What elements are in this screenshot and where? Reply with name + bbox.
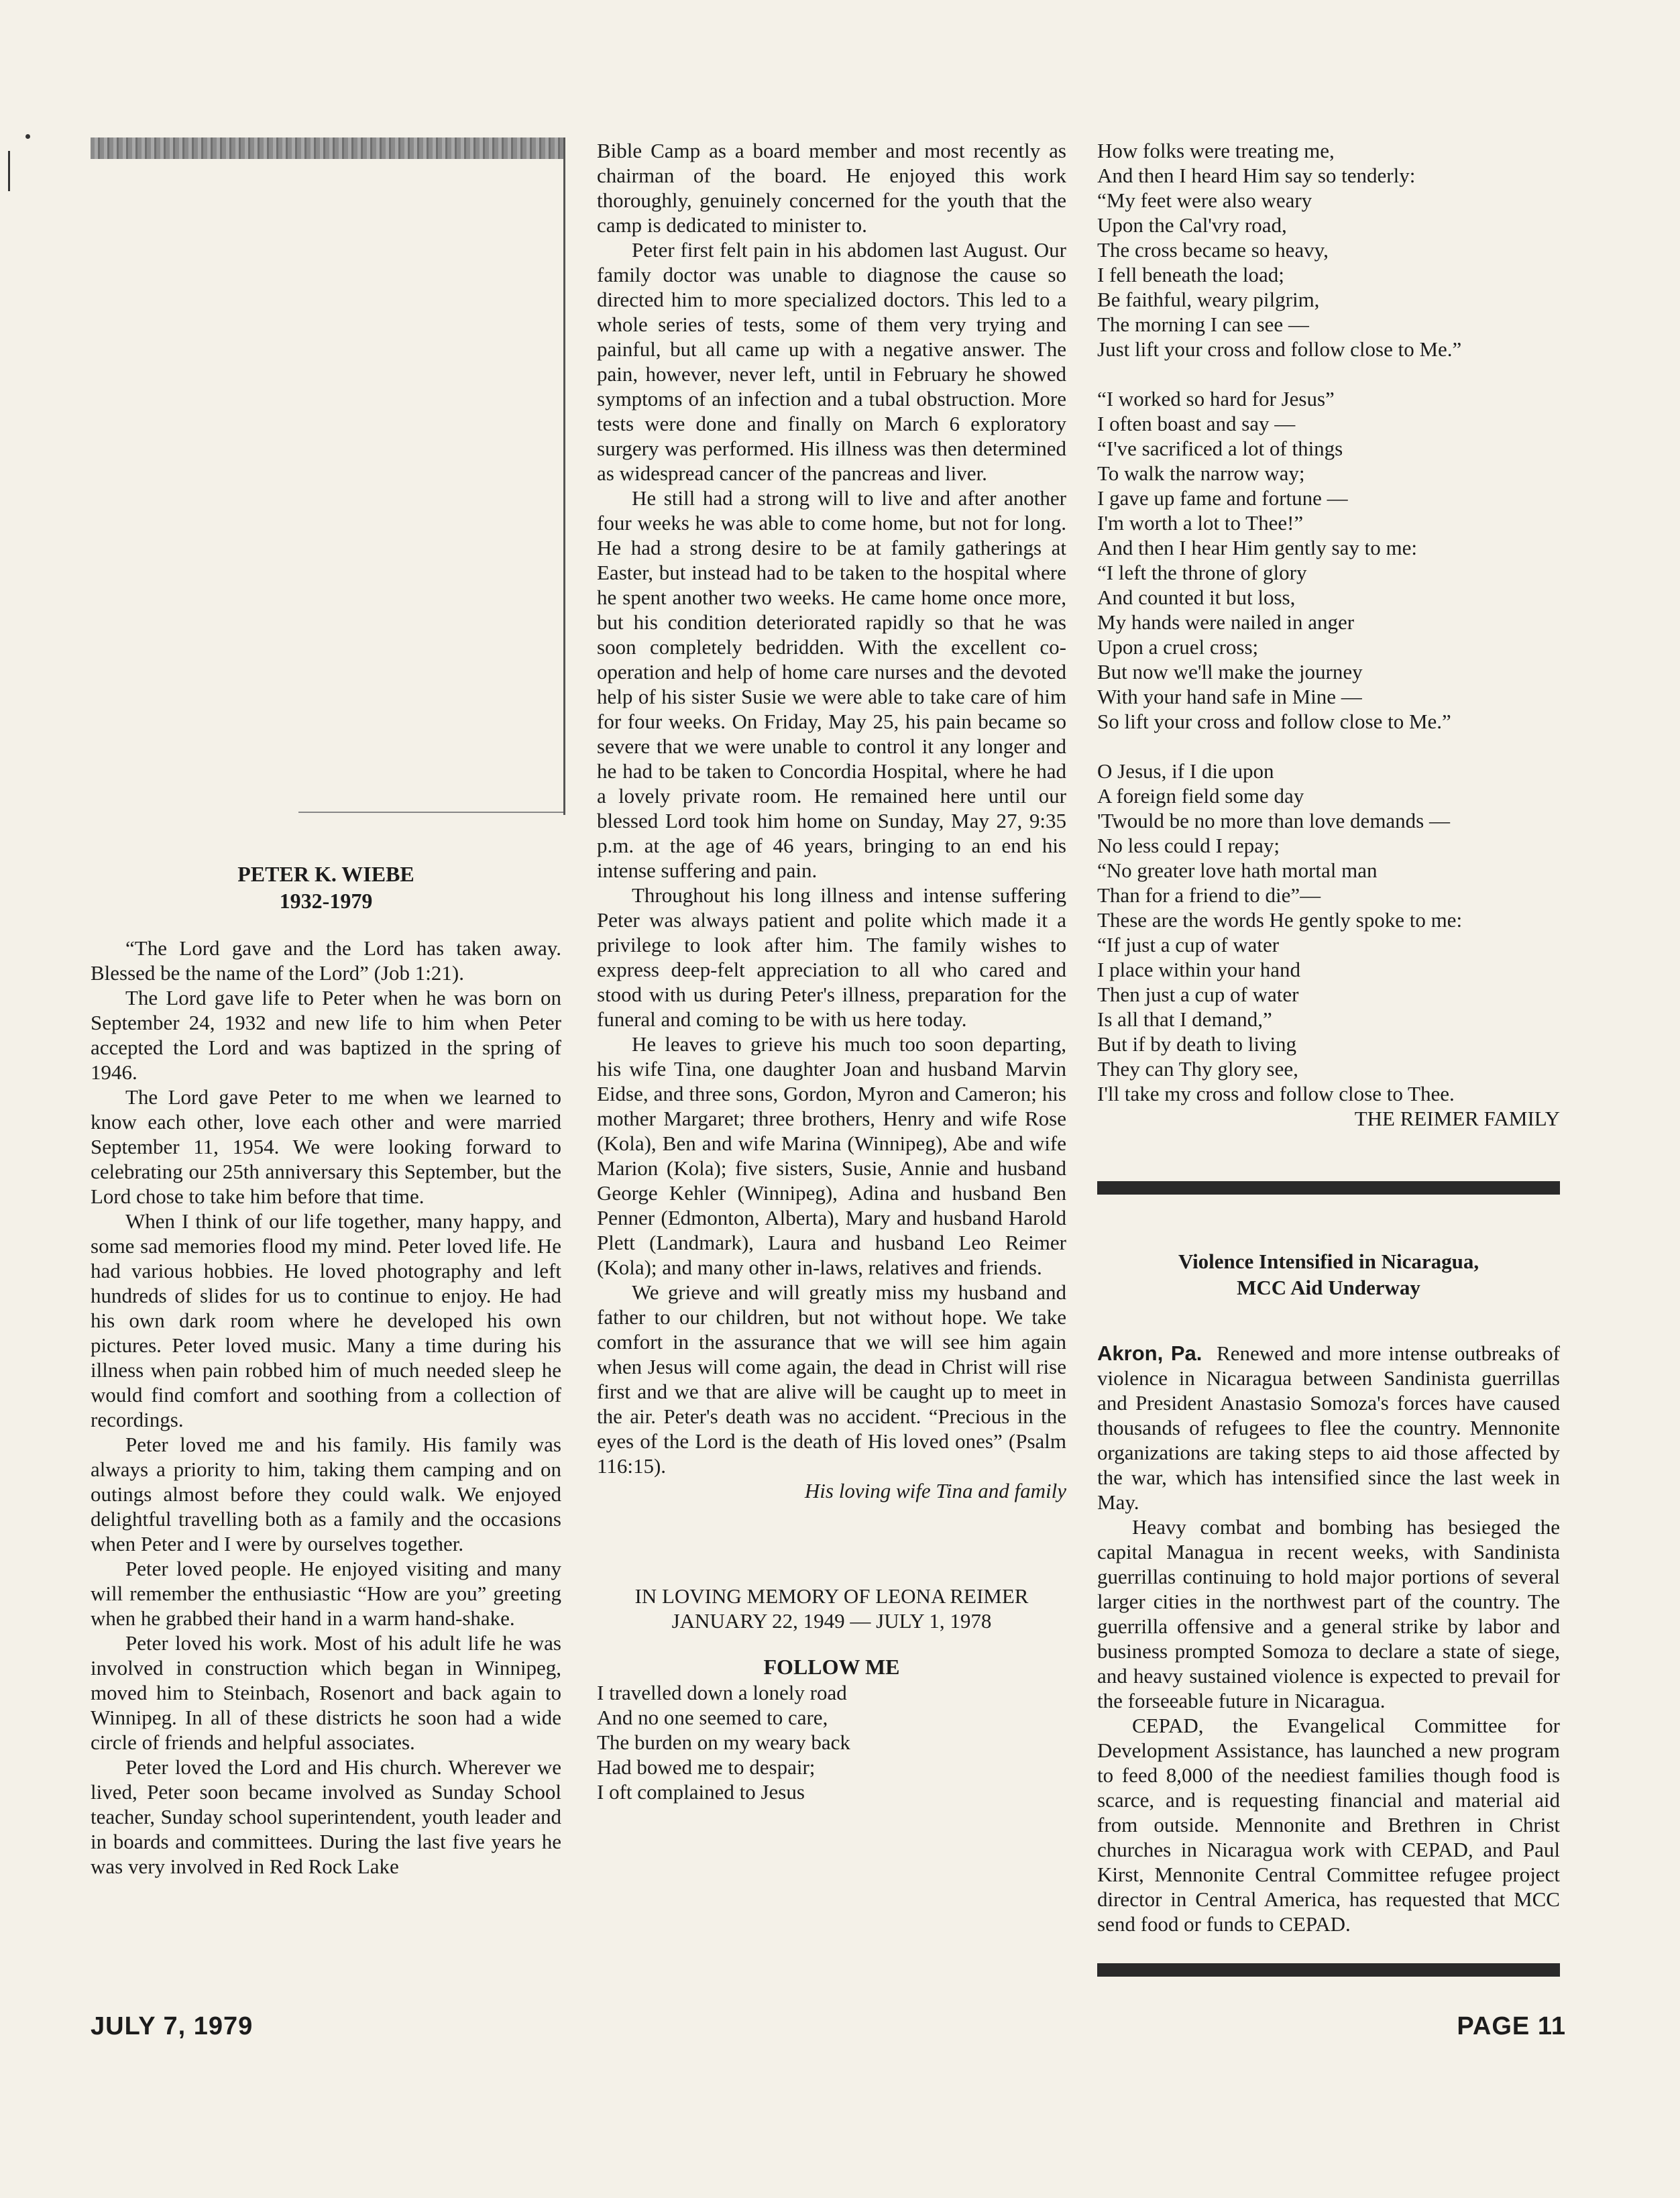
obituary-paragraph: The Lord gave Peter to me when we learned to know each other, love each other and were married September 11, 1954. We were looking forward to celebrating our 25th anniversary this September, but the Lord chose to take him before that time. <box>91 1085 561 1208</box>
poem-line: I travelled down a lonely road <box>597 1681 847 1704</box>
poem-line: “No greater love hath mortal man <box>1097 859 1378 882</box>
poem-line: So lift your cross and follow close to Me.” <box>1097 710 1451 733</box>
poem-line: But now we'll make the journey <box>1097 660 1363 683</box>
footer-date: JULY 7, 1979 <box>91 2012 254 2040</box>
column-two <box>597 138 1066 1804</box>
column-three <box>1097 138 1560 1977</box>
margin-dash <box>8 151 10 191</box>
poem-line: But if by death to living <box>1097 1032 1297 1056</box>
poem-stanza-1-start <box>597 1680 1066 1804</box>
obituary-paragraph: Peter loved his work. Most of his adult life he was involved in construction which began in Winnipeg, moved him to Steinbach, Rosenort and back again to Winnipeg. In all of these districts he soon had a wide circle of friends and helpful associates. <box>91 1631 561 1754</box>
obituary-paragraph: When I think of our life together, many happy, and some sad memories flood my mind. Peter loved life. He had various hobbies. He loved photography and left hundreds of slides for us to continue to enjoy. He had his own dark room where he developed his own pictures. Peter loved music. Many a time during his illness when pain robbed him of much needed sleep he would find comfort and soothing from a collection of recordings. <box>91 1209 561 1431</box>
poem-line: Upon a cruel cross; <box>1097 635 1259 659</box>
obituary-years: 1932-1979 <box>279 889 373 913</box>
poem-line: They can Thy glory see, <box>1097 1057 1298 1081</box>
photo-bottom-rule <box>298 812 563 813</box>
poem-line: And no one seemed to care, <box>597 1706 828 1729</box>
obituary-body <box>91 936 561 1879</box>
poem-line: These are the words He gently spoke to me: <box>1097 908 1463 932</box>
news-headline-line1: Violence Intensified in Nicaragua, <box>1178 1250 1479 1273</box>
obituary-paragraph: Peter first felt pain in his abdomen last August. Our family doctor was unable to diagnose the cause so directed him to more specialized doctors. This led to a whole series of tests, some of them very trying and painful, but all came up with a negative answer. The pain, however, never left, until in February he showed symptoms of an infection and a tubal obstruction. More tests were done and finally on March 6 exploratory surgery was performed. His illness was then determined as widespread cancer of the pancreas and liver. <box>597 238 1066 485</box>
obituary-paragraph: Peter loved people. He enjoyed visiting and many will remember the enthusiastic “How are you” greeting when he grabbed their hand in a warm hand-shake. <box>91 1557 561 1630</box>
poem-line: How folks were treating me, <box>1097 139 1335 162</box>
obituary-paragraph: We grieve and will greatly miss my husband and father to our children, but not without hope. We take comfort in the assurance that we will see him again when Jesus will come again, the dead in Christ will rise first and we that are alive will be caught up to meet in the air. Peter's death was no accident. “Precious in the eyes of the Lord is the death of His loved ones” (Psalm 116:15). <box>597 1280 1066 1478</box>
section-divider-bar <box>1097 1181 1560 1195</box>
poem-line: And then I hear Him gently say to me: <box>1097 536 1417 559</box>
poem-line: “I've sacrificed a lot of things <box>1097 437 1343 460</box>
poem-line: I'm worth a lot to Thee!” <box>1097 511 1304 535</box>
news-headline <box>1097 1248 1560 1301</box>
poem-line: My hands were nailed in anger <box>1097 610 1355 634</box>
obituary-paragraph: Peter loved the Lord and His church. Wherever we lived, Peter soon became involved as Sunday School teacher, Sunday school superintendent, youth leader and in boards and committees. During the last five years he was very involved in Red Rock Lake <box>91 1755 561 1878</box>
obituary-signature: His loving wife Tina and family <box>804 1479 1066 1502</box>
poem-line: Than for a friend to die”— <box>1097 883 1321 907</box>
poem-line: Just lift your cross and follow close to Me.” <box>1097 337 1462 361</box>
memorial-heading-line2: JANUARY 22, 1949 — JULY 1, 1978 <box>671 1609 992 1633</box>
poem-line: And counted it but loss, <box>1097 586 1296 609</box>
obituary-paragraph: He leaves to grieve his much too soon departing, his wife Tina, one daughter Joan and husband Marvin Eidse, and three sons, Gordon, Myron and Cameron; his mother Margaret; three brothers, Henry and wife Rose (Kola), Ben and wife Marina (Winnipeg), Abe and wife Marion (Kola); five sisters, Susie, Annie and husband George Kehler (Winnipeg), Adina and husband Ben Penner (Edmonton, Alberta), Mary and husband Harold Plett (Landmark), Laura and husband Leo Reimer (Kola); and many other in-laws, relatives and friends. <box>597 1032 1066 1279</box>
news-lead: Renewed and more intense outbreaks of violence in Nicaragua between Sandinista guerrillas and President Anastasio Somoza's forces have caused thousands of refugees to flee the country. Mennonite organizations are taking steps to aid those affected by the war, which has intensified since the last week in May. <box>1097 1341 1561 1514</box>
poem-line: I oft complained to Jesus <box>597 1780 805 1804</box>
obituary-paragraph: He still had a strong will to live and after another four weeks he was able to come home, but not for long. He had a strong desire to be at family gatherings at Easter, but instead had to be taken to the hospital where he spent another two weeks. He came home once more, but his condition deteriorated rapidly so that he was soon completely bedridden. With the excellent co-operation and help of home care nurses and the devoted help of his sister Susie we were able to take care of him for four weeks. On Friday, May 25, his pain became so severe that we were unable to control it any longer and he had to be taken to Concordia Hospital, where he had a lovely private room. He remained here until our blessed Lord took him home on Sunday, May 27, 9:35 p.m. at the age of 46 years, bringing to an end his intense suffering and pain. <box>597 486 1066 882</box>
memorial-signature: THE REIMER FAMILY <box>1354 1107 1560 1130</box>
poem-line: I fell beneath the load; <box>1097 263 1284 286</box>
poem-line: The burden on my weary back <box>597 1730 850 1754</box>
poem-line: The morning I can see — <box>1097 313 1309 336</box>
poem-line: A foreign field some day <box>1097 784 1304 808</box>
poem-line: I often boast and say — <box>1097 412 1296 435</box>
poem-line: Upon the Cal'vry road, <box>1097 213 1287 237</box>
poem-line: “I left the throne of glory <box>1097 561 1307 584</box>
poem-line: Then just a cup of water <box>1097 983 1299 1006</box>
obituary-paragraph: “The Lord gave and the Lord has taken away. Blessed be the name of the Lord” (Job 1:21). <box>91 936 561 985</box>
poem-line: Had bowed me to despair; <box>597 1755 816 1779</box>
photo-top-strip <box>91 138 563 159</box>
poem-stanza-3 <box>1097 759 1560 1106</box>
obituary-paragraph: Peter loved me and his family. His family was always a priority to him, taking them camping and on outings almost before they could walk. We enjoyed delightful travelling both as a family and the occasions when Peter and I were by ourselves together. <box>91 1433 561 1555</box>
memorial-heading-line1: IN LOVING MEMORY OF LEONA REIMER <box>634 1584 1029 1608</box>
news-paragraph: Heavy combat and bombing has besieged the capital Managua in recent weeks, with Sandinista guerrillas continuing to hold major portions of several larger cities in the northwest part of the country. The guerrilla offensive and a general strike by labor and business prompted Somoza to declare a state of siege, and heavy sustained violence is expected to prevail for the forseeable future in Nicaragua. <box>1097 1515 1560 1712</box>
poem-stanza-1-end <box>1097 138 1560 362</box>
obituary-paragraph: Bible Camp as a board member and most recently as chairman of the board. He enjoyed this work thoroughly, genuinely concerned for the youth that the camp is dedicated to minister to. <box>597 139 1066 237</box>
news-lead-paragraph <box>1097 1341 1560 1515</box>
poem-line: No less could I repay; <box>1097 834 1280 857</box>
memorial-heading <box>597 1584 1066 1633</box>
obituary-photo-area <box>91 138 565 815</box>
news-headline-line2: MCC Aid Underway <box>1237 1276 1420 1299</box>
poem-line: And then I heard Him say so tenderly: <box>1097 164 1416 187</box>
obituary-heading <box>91 861 561 914</box>
poem-line: I'll take my cross and follow close to Thee. <box>1097 1082 1455 1105</box>
footer-page-number: PAGE 11 <box>1457 2012 1566 2040</box>
poem-line: 'Twould be no more than love demands — <box>1097 809 1451 832</box>
news-dateline: Akron, Pa. <box>1097 1341 1202 1365</box>
obituary-paragraph: Throughout his long illness and intense suffering Peter was always patient and polite which made it a privilege to look after him. The family wishes to express deep-felt appreciation to all who cared and stood with us during Peter's illness, preparation for the funeral and coming to be with us here today. <box>597 883 1066 1031</box>
poem-line: With your hand safe in Mine — <box>1097 685 1362 708</box>
poem-line: To walk the narrow way; <box>1097 461 1305 485</box>
poem-line: “I worked so hard for Jesus” <box>1097 387 1335 410</box>
obituary-name: PETER K. WIEBE <box>237 862 414 886</box>
margin-dot <box>25 134 30 139</box>
news-paragraph: CEPAD, the Evangelical Committee for Development Assistance, has launched a new program to feed 8,000 of the neediest families though food is scarce, and is requesting financial and material aid from outside. Mennonite and Brethren in Christ churches in Nicaragua work with CEPAD, and Paul Kirst, Mennonite Central Committee refugee project director in Central America, has requested that MCC send food or funds to CEPAD. <box>1097 1714 1560 1936</box>
poem-line: “My feet were also weary <box>1097 188 1312 212</box>
poem-title: FOLLOW ME <box>763 1655 900 1679</box>
poem-line: I gave up fame and fortune — <box>1097 486 1348 510</box>
poem-line: I place within your hand <box>1097 958 1301 981</box>
poem-line: Is all that I demand,” <box>1097 1007 1272 1031</box>
poem-line: “If just a cup of water <box>1097 933 1280 956</box>
obituary-paragraph: The Lord gave life to Peter when he was born on September 24, 1932 and new life to him when Peter accepted the Lord and was baptized in the spring of 1946. <box>91 986 561 1084</box>
poem-line: The cross became so heavy, <box>1097 238 1329 262</box>
poem-line: Be faithful, weary pilgrim, <box>1097 288 1320 311</box>
poem-stanza-2 <box>1097 386 1560 734</box>
poem-line: O Jesus, if I die upon <box>1097 759 1274 783</box>
section-divider-bar <box>1097 1963 1560 1977</box>
